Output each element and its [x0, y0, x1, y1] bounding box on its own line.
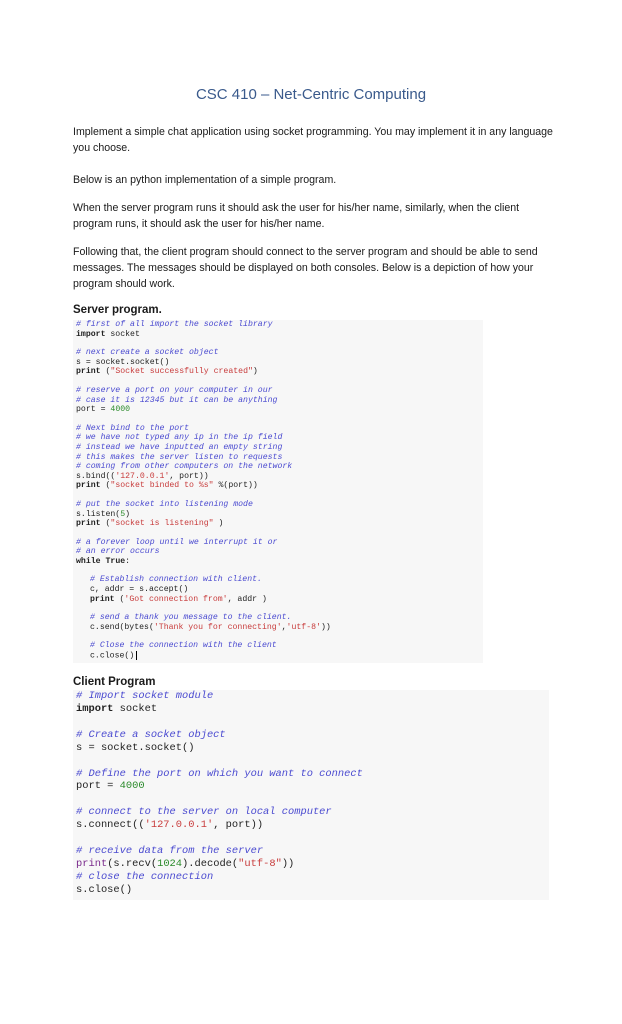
code-line: # Create a socket object [76, 728, 226, 741]
intro-paragraph: Implement a simple chat application using socket programming. You may implement it in any language you choose. [73, 126, 553, 154]
code-line: s.connect(('127.0.0.1', port)) [76, 819, 264, 832]
code-line: print ("Socket successfully created") [76, 367, 258, 377]
code-line: s = socket.socket() [76, 357, 170, 367]
code-line: # a forever loop until we interrupt it or [76, 537, 278, 547]
text-cursor [136, 651, 137, 660]
code-line: # reserve a port on your computer in our [76, 385, 273, 395]
code-line: # case it is 12345 but it can be anything [76, 395, 278, 405]
code-line: port = 4000 [76, 780, 145, 793]
code-line: # Next bind to the port [76, 423, 190, 433]
code-line: s.bind(('127.0.0.1', port)) [76, 471, 209, 481]
code-line: s.listen(5) [76, 509, 131, 519]
code-line: c.send(bytes('Thank you for connecting','utf-8')) [90, 622, 331, 632]
server-program-heading: Server program. [73, 304, 162, 316]
client-code-block [73, 690, 549, 900]
while-loop-body [73, 575, 483, 660]
code-line: # close the connection [76, 870, 214, 883]
document-title: CSC 410 – Net-Centric Computing [195, 86, 427, 103]
code-line: s.close() [76, 883, 133, 896]
code-line: # we have not typed any ip in the ip field [76, 433, 283, 443]
code-line: while True: [76, 556, 131, 566]
code-line: # connect to the server on local computer [76, 806, 332, 819]
code-line: # Define the port on which you want to connect [76, 767, 363, 780]
code-line: # first of all import the socket library [76, 320, 273, 329]
python-note-paragraph: Below is an python implementation of a simple program. [73, 174, 337, 186]
code-line: c.close() [87, 651, 483, 661]
server-code-block [73, 320, 483, 663]
code-line: # instead we have inputted an empty string [76, 442, 283, 452]
code-line: # this makes the server listen to requests [76, 452, 283, 462]
code-line: import socket [76, 329, 140, 339]
code-line: import socket [76, 702, 158, 715]
code-line: # receive data from the server [76, 845, 264, 858]
code-line: # next create a socket object [76, 348, 219, 358]
messaging-paragraph: Following that, the client program should connect to the server program and should be able to send messages. The messages should be displayed on both consoles. Below is a depiction of how your program should work. [73, 246, 538, 290]
code-line: # send a thank you message to the client. [90, 613, 292, 623]
client-program-heading: Client Program [73, 676, 156, 688]
code-line: # coming from other computers on the network [76, 462, 293, 472]
code-line: print ("socket is listening" ) [76, 519, 224, 529]
code-line: print(s.recv(1024).decode("utf-8")) [76, 858, 295, 871]
name-prompt-paragraph: When the server program runs it should ask the user for his/her name, similarly, when the client program runs, it should ask the user for his/her name. [73, 202, 520, 230]
code-line: # Import socket module [76, 690, 214, 702]
code-line: c, addr = s.accept() [90, 585, 189, 595]
code-line: # Establish connection with client. [90, 575, 262, 585]
code-line: # an error occurs [76, 547, 160, 557]
code-line: port = 4000 [76, 405, 131, 415]
code-line: # put the socket into listening mode [76, 499, 253, 509]
code-line: # Close the connection with the client [90, 641, 277, 651]
code-line: print ('Got connection from', addr ) [90, 594, 267, 604]
code-line: print ("socket binded to %s" %(port)) [76, 481, 258, 491]
code-line: s = socket.socket() [76, 741, 195, 754]
